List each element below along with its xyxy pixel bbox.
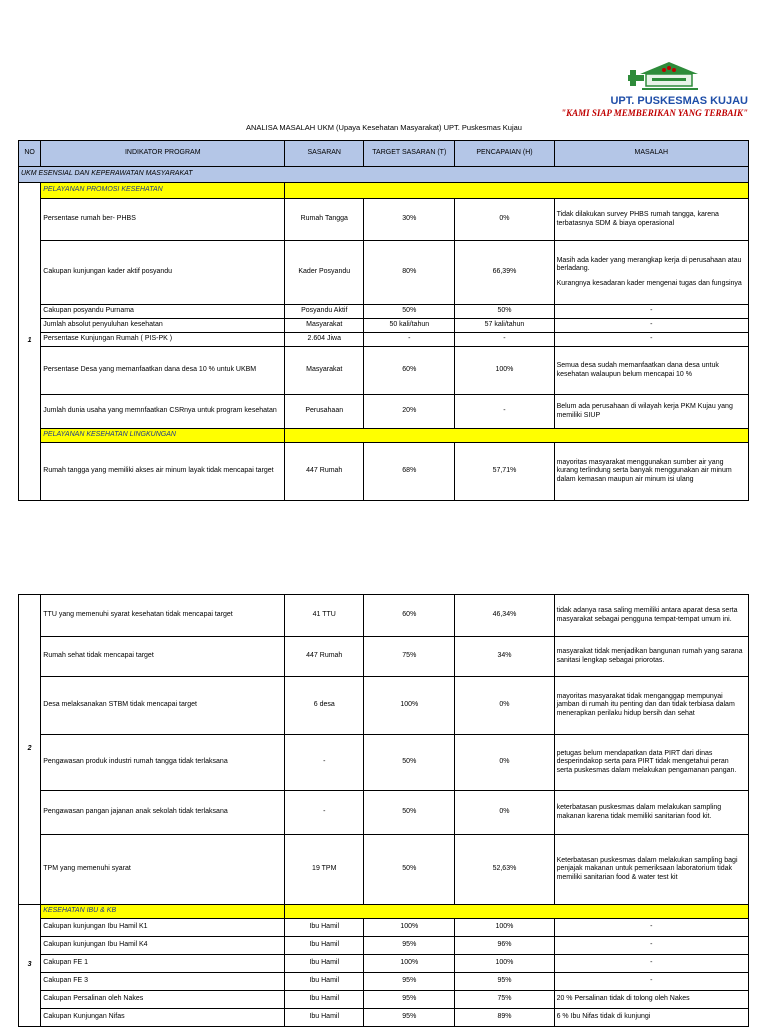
indikator-cell: Cakupan FE 1 <box>41 955 285 973</box>
pencapaian-cell: 50% <box>455 305 554 319</box>
sasaran-cell: Masyarakat <box>285 347 364 395</box>
target-cell: 50% <box>364 791 455 835</box>
sasaran-cell: 2.604 Jiwa <box>285 333 364 347</box>
indikator-cell: Jumlah absolut penyuluhan kesehatan <box>41 319 285 333</box>
pencapaian-cell: 57,71% <box>455 443 554 501</box>
table-row <box>19 973 749 991</box>
masalah-cell: - <box>554 319 748 333</box>
row-number: 2 <box>19 595 41 905</box>
sasaran-cell: 447 Rumah <box>285 443 364 501</box>
subsection-title: KESEHATAN IBU & KB <box>41 905 285 919</box>
target-cell: 50% <box>364 305 455 319</box>
table-row <box>19 735 749 791</box>
target-cell: 75% <box>364 637 455 677</box>
table-row <box>19 937 749 955</box>
pencapaian-cell: 0% <box>455 735 554 791</box>
table-row <box>19 347 749 395</box>
sasaran-cell: Perusahaan <box>285 395 364 429</box>
target-cell: 50% <box>364 835 455 905</box>
organization-motto: "KAMI SIAP MEMBERIKAN YANG TERBAIK" <box>561 108 748 118</box>
table-row <box>19 395 749 429</box>
masalah-cell: - <box>554 955 748 973</box>
indikator-cell: Cakupan Kunjungan Nifas <box>41 1009 285 1027</box>
sasaran-cell: Rumah Tangga <box>285 199 364 241</box>
masalah-cell: - <box>554 305 748 319</box>
analysis-table-page-1 <box>18 140 749 501</box>
subsection-row <box>19 429 749 443</box>
sasaran-cell: Masyarakat <box>285 319 364 333</box>
sasaran-cell: Kader Posyandu <box>285 241 364 305</box>
target-cell: 60% <box>364 595 455 637</box>
masalah-cell: Belum ada perusahaan di wilayah kerja PKM Kujau yang memiliki SIUP <box>554 395 748 429</box>
analysis-table-page-2 <box>18 594 749 1027</box>
indikator-cell: Persentase Desa yang memanfaatkan dana desa 10 % untuk UKBM <box>41 347 285 395</box>
pencapaian-cell: 66,39% <box>455 241 554 305</box>
sasaran-cell: Ibu Hamil <box>285 991 364 1009</box>
subsection-title: PELAYANAN PROMOSI KESEHATAN <box>41 183 285 199</box>
subsection-row <box>19 905 749 919</box>
col-indikator-header: INDIKATOR PROGRAM <box>41 141 285 167</box>
sasaran-cell: 41 TTU <box>285 595 364 637</box>
col-pencapaian-header: PENCAPAIAN (H) <box>455 141 554 167</box>
table-row <box>19 595 749 637</box>
pencapaian-cell: 52,63% <box>455 835 554 905</box>
table-row <box>19 241 749 305</box>
masalah-cell: Tidak dilakukan survey PHBS rumah tangga, karena terbatasnya SDM & biaya operasional <box>554 199 748 241</box>
masalah-cell: keterbatasan puskesmas dalam melakukan sampling makanan karena tidak memiliki sanitarian food kit. <box>554 791 748 835</box>
table-row <box>19 637 749 677</box>
indikator-cell: Cakupan posyandu Purnama <box>41 305 285 319</box>
masalah-cell: tidak adanya rasa saling memiliki antara aparat desa serta masyarakat sebagai pengguna tempat-tempat umum ini. <box>554 595 748 637</box>
sasaran-cell: - <box>285 791 364 835</box>
col-target-header: TARGET SASARAN (T) <box>364 141 455 167</box>
sasaran-cell: Ibu Hamil <box>285 919 364 937</box>
masalah-cell: Keterbatasan puskesmas dalam melakukan sampling bagi penjajak makanan untuk pemeriksaan laboratorium tidak memiliki sanitarian food & water test kit <box>554 835 748 905</box>
target-cell: 95% <box>364 937 455 955</box>
indikator-cell: Cakupan kunjungan Ibu Hamil K1 <box>41 919 285 937</box>
sasaran-cell: 447 Rumah <box>285 637 364 677</box>
indikator-cell: Rumah sehat tidak mencapai target <box>41 637 285 677</box>
pencapaian-cell: 0% <box>455 199 554 241</box>
sasaran-cell: Ibu Hamil <box>285 955 364 973</box>
pencapaian-cell: - <box>455 395 554 429</box>
indikator-cell: Desa melaksanakan STBM tidak mencapai target <box>41 677 285 735</box>
sasaran-cell: Ibu Hamil <box>285 973 364 991</box>
col-masalah-header: MASALAH <box>554 141 748 167</box>
masalah-cell: mayoritas masyarakat tidak menganggap mempunyai jamban di rumah itu penting dan dan tidak terbiasa dalam menerapkan perilaku hidup bersih dan sehat <box>554 677 748 735</box>
indikator-cell: Cakupan FE 3 <box>41 973 285 991</box>
masalah-cell: - <box>554 919 748 937</box>
subsection-row <box>19 183 749 199</box>
masalah-cell: petugas belum mendapatkan data PIRT dari dinas desperindakop serta para PIRT tidak mengetahui peran serta puskesmas dalam melakukan pengamanan pangan. <box>554 735 748 791</box>
table-row <box>19 443 749 501</box>
pencapaian-cell: 57 kali/tahun <box>455 319 554 333</box>
masalah-line-2: Kurangnya kesadaran kader mengenai tugas dan fungsinya <box>556 279 742 287</box>
sasaran-cell: Ibu Hamil <box>285 1009 364 1027</box>
masalah-cell: 20 % Persalinan tidak di tolong oleh Nakes <box>554 991 748 1009</box>
masalah-cell: - <box>554 333 748 347</box>
indikator-cell: Rumah tangga yang memiliki akses air minum layak tidak mencapai target <box>41 443 285 501</box>
indikator-cell: TTU yang memenuhi syarat kesehatan tidak mencapai target <box>41 595 285 637</box>
target-cell: 30% <box>364 199 455 241</box>
pencapaian-cell: 89% <box>455 1009 554 1027</box>
table-header-row <box>19 141 749 167</box>
indikator-cell: TPM yang memenuhi syarat <box>41 835 285 905</box>
table-row <box>19 919 749 937</box>
row-number: 1 <box>19 183 41 501</box>
masalah-cell <box>554 241 748 305</box>
subsection-fill <box>285 429 749 443</box>
puskesmas-logo <box>628 60 710 94</box>
masalah-cell: masyarakat tidak menjadikan bangunan rumah yang sarana sanitasi lengkap sebagai priorotas. <box>554 637 748 677</box>
table-row <box>19 333 749 347</box>
indikator-cell: Persentase rumah ber- PHBS <box>41 199 285 241</box>
pencapaian-cell: 100% <box>455 347 554 395</box>
pencapaian-cell: 96% <box>455 937 554 955</box>
table-row <box>19 791 749 835</box>
subsection-title: PELAYANAN KESEHATAN LINGKUNGAN <box>41 429 285 443</box>
target-cell: 100% <box>364 955 455 973</box>
subsection-fill <box>285 905 749 919</box>
indikator-cell: Jumlah dunia usaha yang memnfaatkan CSRnya untuk program kesehatan <box>41 395 285 429</box>
masalah-cell: mayoritas masyarakat menggunakan sumber air yang kurang terlindung serta banyak menggunakan air minum dalam kemasan maupun air minum isi ulang <box>554 443 748 501</box>
pencapaian-cell: 0% <box>455 677 554 735</box>
masalah-cell: - <box>554 937 748 955</box>
table-row <box>19 199 749 241</box>
sasaran-cell: Ibu Hamil <box>285 937 364 955</box>
masalah-cell: 6 % Ibu Nifas tidak di kunjungi <box>554 1009 748 1027</box>
target-cell: 20% <box>364 395 455 429</box>
target-cell: 50 kali/tahun <box>364 319 455 333</box>
masalah-line-1: Masih ada kader yang merangkap kerja di perusahaan atau berladang. <box>556 257 742 273</box>
pencapaian-cell: 0% <box>455 791 554 835</box>
sasaran-cell: 19 TPM <box>285 835 364 905</box>
section-title: UKM ESENSIAL DAN KEPERAWATAN MASYARAKAT <box>19 167 749 183</box>
pencapaian-cell: 75% <box>455 991 554 1009</box>
masalah-cell: Semua desa sudah memanfaatkan dana desa untuk kesehatan walaupun belum mencapai 10 % <box>554 347 748 395</box>
indikator-cell: Pengawasan produk industri rumah tangga tidak terlaksana <box>41 735 285 791</box>
table-row <box>19 991 749 1009</box>
target-cell: 95% <box>364 973 455 991</box>
col-no-header: NO <box>19 141 41 167</box>
table-row <box>19 305 749 319</box>
target-cell: 95% <box>364 991 455 1009</box>
sasaran-cell: - <box>285 735 364 791</box>
target-cell: 50% <box>364 735 455 791</box>
indikator-cell: Cakupan Persalinan oleh Nakes <box>41 991 285 1009</box>
target-cell: - <box>364 333 455 347</box>
pencapaian-cell: 34% <box>455 637 554 677</box>
indikator-cell: Cakupan kunjungan Ibu Hamil K4 <box>41 937 285 955</box>
pencapaian-cell: 95% <box>455 973 554 991</box>
masalah-cell: - <box>554 973 748 991</box>
indikator-cell: Persentase Kunjungan Rumah ( PIS-PK ) <box>41 333 285 347</box>
table-row <box>19 677 749 735</box>
table-row <box>19 319 749 333</box>
organization-name: UPT. PUSKESMAS KUJAU <box>610 95 748 107</box>
target-cell: 60% <box>364 347 455 395</box>
table-row <box>19 835 749 905</box>
col-sasaran-header: SASARAN <box>285 141 364 167</box>
target-cell: 68% <box>364 443 455 501</box>
table-row <box>19 955 749 973</box>
target-cell: 100% <box>364 677 455 735</box>
document-title: ANALISA MASALAH UKM (Upaya Kesehatan Masyarakat) UPT. Puskesmas Kujau <box>246 123 522 132</box>
section-row <box>19 167 749 183</box>
pencapaian-cell: - <box>455 333 554 347</box>
pencapaian-cell: 46,34% <box>455 595 554 637</box>
target-cell: 95% <box>364 1009 455 1027</box>
target-cell: 100% <box>364 919 455 937</box>
indikator-cell: Pengawasan pangan jajanan anak sekolah tidak terlaksana <box>41 791 285 835</box>
pencapaian-cell: 100% <box>455 955 554 973</box>
sasaran-cell: 6 desa <box>285 677 364 735</box>
target-cell: 80% <box>364 241 455 305</box>
subsection-fill <box>285 183 749 199</box>
row-number: 3 <box>19 905 41 1027</box>
indikator-cell: Cakupan kunjungan kader aktif posyandu <box>41 241 285 305</box>
sasaran-cell: Posyandu Aktif <box>285 305 364 319</box>
pencapaian-cell: 100% <box>455 919 554 937</box>
